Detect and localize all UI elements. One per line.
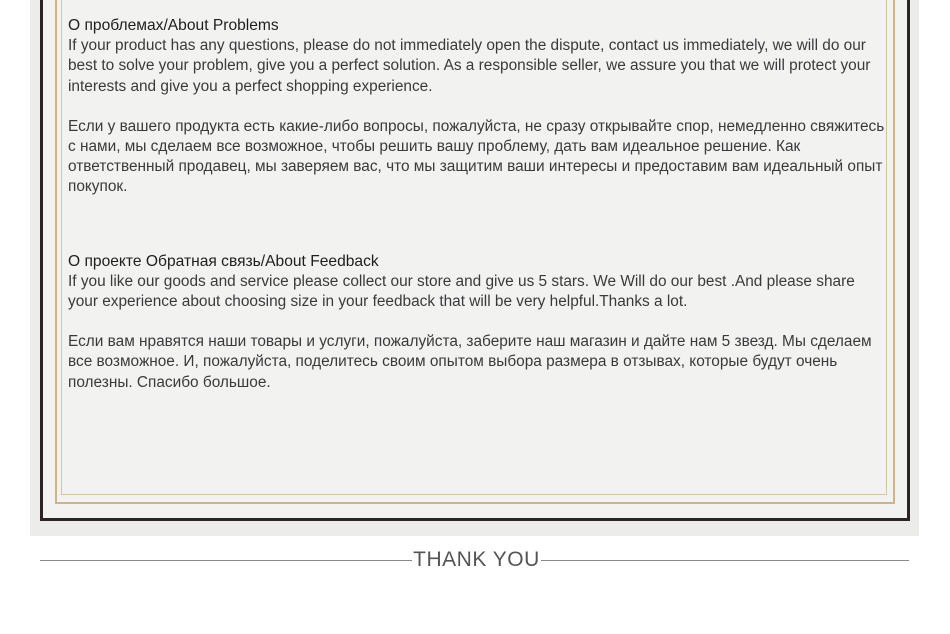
about-problems-text-ru: Если у вашего продукта есть какие-либо вопросы, пожалуйста, не сразу открывайте спор, немедленно свяжитесь с нами, мы сделаем все возможное, чтобы решить вашу проблему, дать вам идеальное решение. Как ответственный продавец, мы заверяем вас, что мы защитим ваши интересы и предоставим вам идеальный опыт покупок. — [68, 117, 885, 196]
about-problems-text-en: If your product has any questions, please do not immediately open the dispute, contact us immediately, we will do our best to solve your problem, give you a perfect solution. As a responsible seller, we assure you that we will protect your interests and give you a perfect shopping experience. — [68, 37, 871, 95]
about-feedback-text-ru: Если вам нравятся наши товары и услуги, пожалуйста, заберите наш магазин и дайте нам 5 звезд. Мы сделаем все возможное. И, пожалуйста, поделитесь своим опытом выбора размера в отзывах, которые будут очень полезны. Спасибо большое. — [68, 333, 872, 391]
about-feedback-text-en: If you like our goods and service please collect our store and give us 5 stars. We Will do our best .And please share your experience about choosing size in your feedback that will be very helpful.Thanks a lot. — [68, 272, 855, 311]
thank-you-text: THANK YOU — [413, 548, 540, 571]
footer-divider-right — [541, 560, 909, 561]
about-problems-heading: О проблемах/About Problems — [68, 17, 279, 34]
about-problems-section — [68, 16, 886, 198]
about-feedback-section — [68, 252, 886, 393]
notice-content — [68, 16, 886, 393]
about-feedback-heading: О проекте Обратная связь/About Feedback — [68, 252, 379, 270]
footer-divider-left — [40, 560, 412, 561]
